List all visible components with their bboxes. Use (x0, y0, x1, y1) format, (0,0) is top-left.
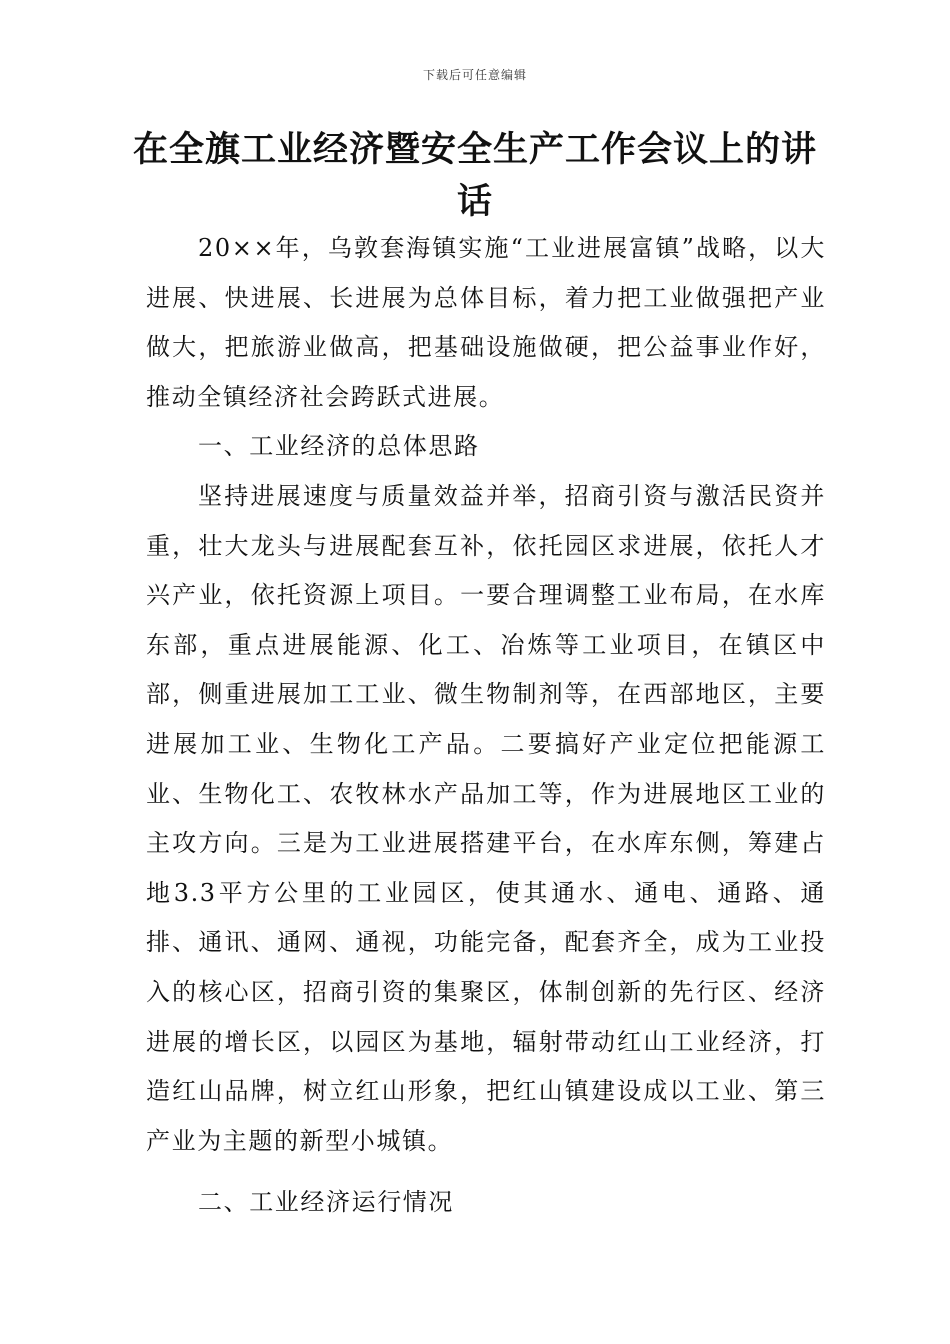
intro-paragraph: 20××年，乌敦套海镇实施“工业进展富镇”战略，以大进展、快进展、长进展为总体目标，着力把工业做强把产业做大，把旅游业做高，把基础设施做硬，把公益事业作好，推动全镇经济社会跨跃式进展。 (146, 234, 826, 411)
header-note: 下载后可任意编辑 (422, 68, 527, 82)
document-body (146, 224, 826, 1228)
section-1-paragraph: 坚持进展速度与质量效益并举，招商引资与激活民资并重，壮大龙头与进展配套互补，依托园区求进展，依托人才兴产业，依托资源上项目。一要合理调整工业布局，在水库东部，重点进展能源、化工、冶炼等工业项目，在镇区中部，侧重进展加工工业、微生物制剂等，在西部地区，主要进展加工业、生物化工产品。二要搞好产业定位把能源工业、生物化工、农牧林水产品加工等，作为进展地区工业的主攻方向。三是为工业进展搭建平台，在水库东侧，筹建占地3.3平方公里的工业园区，使其通水、通电、通路、通排、通讯、通网、通视，功能完备，配套齐全，成为工业投入的核心区，招商引资的集聚区，体制创新的先行区、经济进展的增长区，以园区为基地，辐射带动红山工业经济，打造红山品牌，树立红山形象，把红山镇建设成以工业、第三产业为主题的新型小城镇。 (146, 481, 826, 1155)
section-heading-1: 一、工业经济的总体思路 (198, 432, 480, 461)
section-heading-2: 二、工业经济运行情况 (198, 1188, 454, 1217)
document-title: 在全旗工业经济暨安全生产工作会议上的讲话 (132, 130, 817, 222)
